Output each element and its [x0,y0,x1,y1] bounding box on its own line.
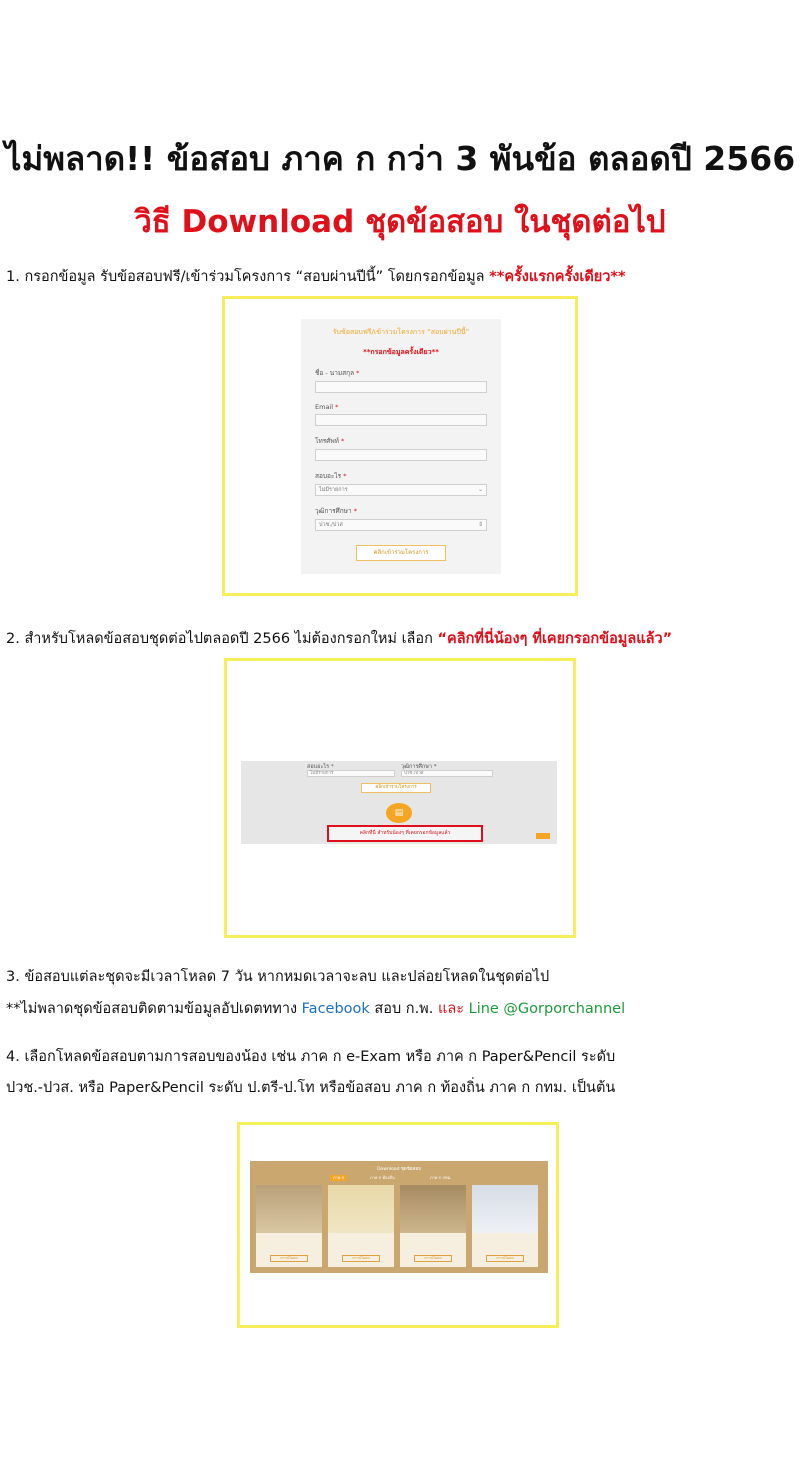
officer-photo [400,1185,466,1233]
stepper-icon: ⇕ [477,521,483,528]
email-label: Email * [315,403,339,411]
document-icon: ▤ [386,803,412,823]
join-button[interactable]: คลิกเข้าร่วมโครงการ [361,783,431,793]
email-field[interactable] [315,414,487,426]
exam-card[interactable] [328,1185,394,1267]
download-button[interactable]: ดาวน์โหลด [486,1255,524,1262]
line-link[interactable]: Line @Gorporchannel [464,1001,626,1017]
step-1-highlight: **ครั้งแรกครั้งเดียว** [489,269,626,285]
exam-select[interactable]: ไม่มีรายการ [307,770,395,777]
form-subtitle: **กรอกข้อมูลครั้งเดียว** [363,348,439,356]
step-1-screenshot [222,296,578,596]
download-board [250,1161,548,1273]
chevron-down-icon: ⌄ [477,486,483,493]
cap-photo [472,1185,538,1233]
step-2-label: 2. สำหรับโหลดข้อสอบชุดต่อไปตลอดปี 2566 ไม่ต้องกรอกใหม่ เลือก [6,631,438,647]
board-heading: Download ชุดข้อสอบ [377,1167,421,1172]
step-4-line-1: 4. เลือกโหลดข้อสอบตามการสอบของน้อง เช่น ภาค ก e-Exam หรือ ภาค ก Paper&Pencil ระดับ [6,1049,616,1065]
exam-label: สอบอะไร * [315,472,347,480]
education-label: วุฒิการศึกษา * [401,764,437,770]
step-1-text [6,266,626,288]
step-3-line-1: 3. ข้อสอบแต่ละชุดจะมีเวลาโหลด 7 วัน หากหมดเวลาจะลบ และปล่อยโหลดในชุดต่อไป [6,969,550,985]
exam-card[interactable] [400,1185,466,1267]
download-button[interactable]: ดาวน์โหลด [414,1255,452,1262]
education-label: วุฒิการศึกษา * [315,507,357,515]
facebook-link[interactable]: Facebook [301,1001,370,1017]
phone-label: โทรศัพท์ * [315,437,345,445]
exam-select[interactable]: ไม่มีรายการ ⌄ [315,484,487,496]
name-label: ชื่อ - นามสกุล * [315,369,360,377]
name-field[interactable] [315,381,487,393]
phone-field[interactable] [315,449,487,461]
tab-pak-kor[interactable]: ภาค ก [330,1175,347,1181]
exam-label: สอบอะไร * [307,764,334,770]
returning-user-link[interactable]: คลิกที่นี่ สำหรับน้องๆ ที่เคยกรอกข้อมูลแล้ว [327,825,483,842]
form-title: รับข้อสอบฟรี/เข้าร่วมโครงการ “สอบผ่านปีนี้” [332,328,470,336]
exam-card[interactable] [472,1185,538,1267]
step-3-line-2: **ไม่พลาดชุดข้อสอบติดตามข้อมูลอัปเดตททาง Facebook สอบ ก.พ. และ Line @Gorporchannel [6,1001,626,1017]
tab-local[interactable]: ภาค ก ท้องถิ่น [370,1175,395,1180]
page-subtitle: วิธี Download ชุดข้อสอบ ในชุดต่อไป [134,204,666,240]
step-4-line-2: ปวช.-ปวส. หรือ Paper&Pencil ระดับ ป.ตรี-ป.โท หรือข้อสอบ ภาค ก ท้องถิ่น ภาค ก กทม. เป็นต้น [6,1080,616,1096]
step-2-screenshot [224,658,576,938]
scroll-top-button[interactable] [536,833,550,839]
epaulette-photo [328,1185,394,1233]
download-button[interactable]: ดาวน์โหลด [270,1255,308,1262]
signup-form [301,319,501,574]
page-title: ไม่พลาด!! ข้อสอบ ภาค ก กว่า 3 พันข้อ ตลอดปี 2566 [4,139,796,178]
step-2-text [6,628,672,650]
step-1-label: 1. กรอกข้อมูล รับข้อสอบฟรี/เข้าร่วมโครงการ “สอบผ่านปีนี้” โดยกรอกข้อมูล [6,269,490,285]
download-button[interactable]: ดาวน์โหลด [342,1255,380,1262]
officer-photo [256,1185,322,1233]
education-select[interactable]: ปวช./ปวส ⇕ [315,519,487,531]
education-select[interactable]: ปวช./ปวส [401,770,493,777]
tab-bangkok[interactable]: ภาค ก กทม. [430,1175,452,1180]
step-4-screenshot [237,1122,559,1328]
join-button[interactable]: คลิกเข้าร่วมโครงการ [356,545,446,561]
exam-card[interactable] [256,1185,322,1267]
step-2-highlight: “คลิกที่นี่น้องๆ ที่เคยกรอกข้อมูลแล้ว” [437,631,673,647]
form-strip [241,761,557,844]
